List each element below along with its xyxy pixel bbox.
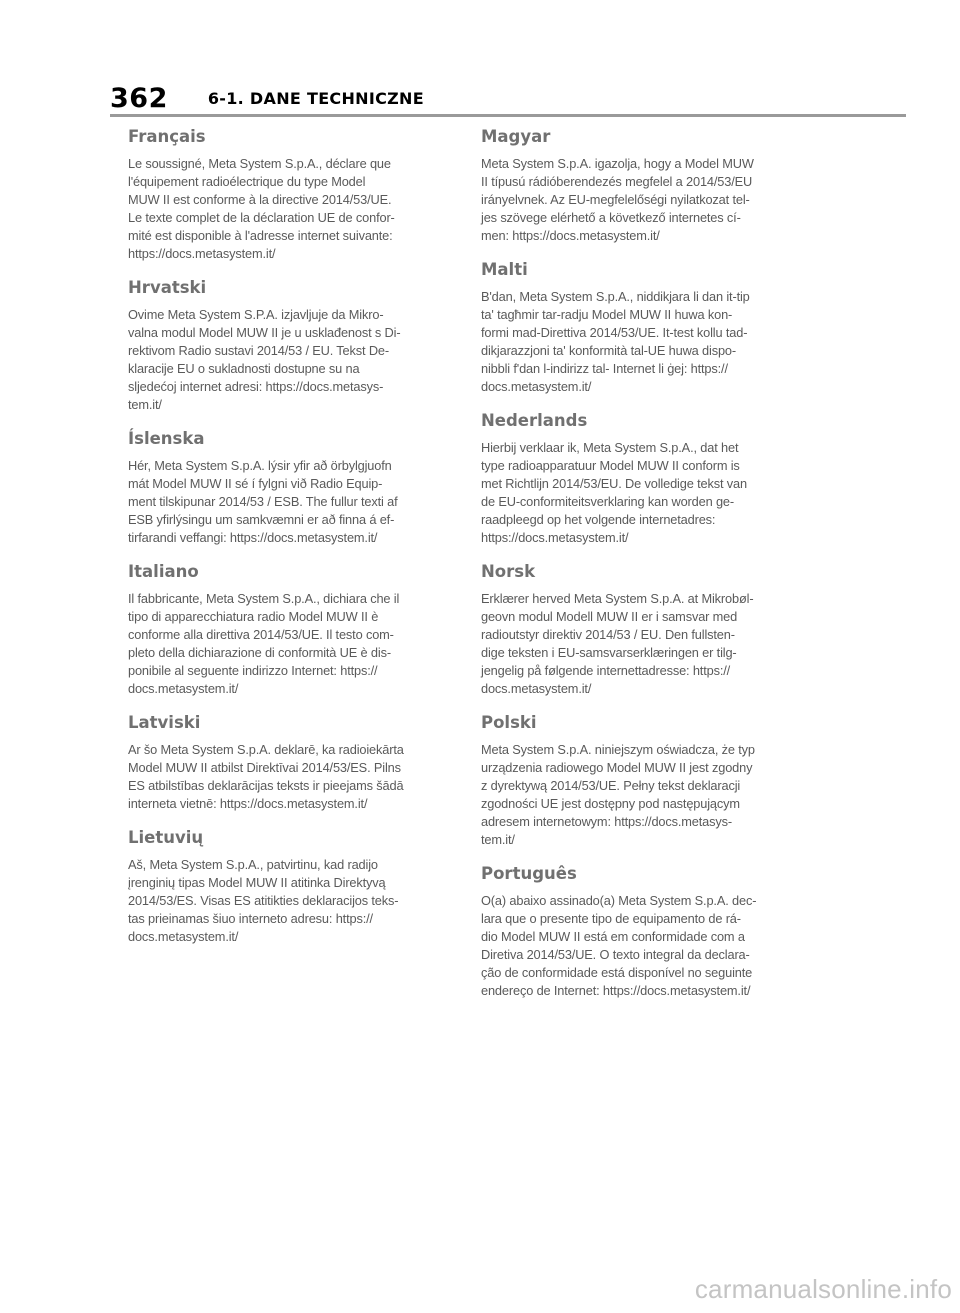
language-heading: Hrvatski	[128, 278, 207, 297]
language-block-magyar	[481, 126, 821, 245]
language-heading: Lietuvių	[128, 828, 204, 847]
declaration-text: B'dan, Meta System S.p.A., niddikjara li dan it-tip ta' tagħmir tar-radju Model MUW II huwa kon- formi mad-Direttiva 2014/53/UE. It-test kollu tad- dikjarazzjoni ta' konformità tal-UE huwa dispo- nibbli f'dan l-indirizz tal- Internet li ġej: https:// docs.metasystem.it/	[481, 289, 750, 394]
declaration-text: Meta System S.p.A. igazolja, hogy a Model MUW II típusú rádióberendezés megfelel a 2014/53/EU irányelvnek. Az EU-megfelelőségi nyilatkozat tel- jes szövege elérhető a következő internetes cí- men: https://docs.metasystem.it/	[481, 156, 754, 243]
language-block-nederlands	[481, 410, 821, 547]
declaration-text: O(a) abaixo assinado(a) Meta System S.p.A. dec- lara que o presente tipo de equipamento de rá- dio Model MUW II está em conformidade com a Diretiva 2014/53/UE. O texto integral da declara- ção de conformidade está disponível no seguinte endereço de Internet: https://docs.metasystem.it/	[481, 893, 757, 998]
language-heading: Malti	[481, 260, 528, 279]
language-block-portugues	[481, 863, 821, 1000]
declaration-text: Le soussigné, Meta System S.p.A., déclare que l'équipement radioélectrique du type Model MUW II est conforme à la directive 2014/53/UE. Le texte complet de la déclaration UE de confor- mité est disponible à l'adresse internet suivante: https://docs.metasystem.it/	[128, 156, 395, 261]
language-block-latviski	[128, 712, 468, 813]
site-watermark: carmanualsonline.info	[694, 1274, 952, 1304]
language-heading: Íslenska	[128, 429, 205, 448]
declaration-text: Aš, Meta System S.p.A., patvirtinu, kad radijo įrenginių tipas Model MUW II atitinka Direktyvą 2014/53/ES. Visas ES atitikties deklaracijos teks- tas prieinamas šiuo interneto adresu: https:// docs.metasystem.it/	[128, 857, 399, 944]
language-heading: Français	[128, 127, 206, 146]
language-heading: Português	[481, 864, 577, 883]
language-block-hrvatski	[128, 277, 468, 414]
declaration-text: Ar šo Meta System S.p.A. deklarē, ka radioiekārta Model MUW II atbilst Direktīvai 2014/53/ES. Pilns ES atbilstības deklarācijas teksts ir pieejams šādā interneta vietnē: https://docs.metasystem.it/	[128, 742, 404, 811]
language-block-malti	[481, 259, 821, 396]
header-divider	[110, 114, 906, 117]
declaration-text: Erklærer herved Meta System S.p.A. at Mikrobøl- geovn modul Modell MUW II er i samsvar med radioutstyr direktiv 2014/53 / EU. Den fullsten- dige teksten i EU-samsvarserklæringen er tilg- jengelig på følgende internettadresse: https:// docs.metasystem.it/	[481, 591, 754, 696]
language-heading: Latviski	[128, 713, 201, 732]
language-block-norsk	[481, 561, 821, 698]
language-heading: Polski	[481, 713, 537, 732]
language-block-islenska	[128, 428, 468, 547]
declaration-text: Hierbij verklaar ik, Meta System S.p.A., dat het type radioapparatuur Model MUW II conform is met Richtlijn 2014/53/EU. De volledige tekst van de EU-conformiteitsverklaring kan worden ge- raadpleegd op het volgende internetadres: https://docs.metasystem.it/	[481, 440, 747, 545]
language-heading: Norsk	[481, 562, 536, 581]
declaration-text: Hér, Meta System S.p.A. lýsir yfir að örbylgjuofn mát Model MUW II sé í fylgni við Radio Equip- ment tilskipunar 2014/53 / ESB. The fullur texti af ESB yfirlýsingu um samkvæmni er að finna á ef- tirfarandi veffangi: https://docs.metasystem.it/	[128, 458, 398, 545]
declaration-text: Meta System S.p.A. niniejszym oświadcza, że typ urządzenia radiowego Model MUW II jest zgodny z dyrektywą 2014/53/UE. Pełny tekst deklaracji zgodności UE jest dostępny pod następującym adresem internetowym: https://docs.metasys- tem.it/	[481, 742, 755, 847]
language-heading: Italiano	[128, 562, 199, 581]
language-heading: Nederlands	[481, 411, 588, 430]
left-column	[128, 126, 468, 960]
language-block-italiano	[128, 561, 468, 698]
language-block-polski	[481, 712, 821, 849]
page-number: 362	[110, 82, 168, 114]
language-block-lietuviu	[128, 827, 468, 946]
declaration-text: Il fabbricante, Meta System S.p.A., dichiara che il tipo di apparecchiatura radio Model MUW II è conforme alla direttiva 2014/53/UE. Il testo com- pleto della dichiarazione di conformità UE è dis- ponibile al seguente indirizzo Internet: https:// docs.metasystem.it/	[128, 591, 400, 696]
page-header	[110, 78, 424, 118]
language-block-francais	[128, 126, 468, 263]
declaration-text: Ovime Meta System S.P.A. izjavljuje da Mikro- valna modul Model MUW II je u usklađenost s Di- rektivom Radio sustavi 2014/53 / EU. Tekst De- klaracije EU o sukladnosti dostupne su na sljedećoj internet adresi: https://docs.metasys- tem.it/	[128, 307, 401, 412]
right-column	[481, 126, 821, 1014]
section-title: 6-1. DANE TECHNICZNE	[207, 88, 424, 108]
language-heading: Magyar	[481, 127, 551, 146]
